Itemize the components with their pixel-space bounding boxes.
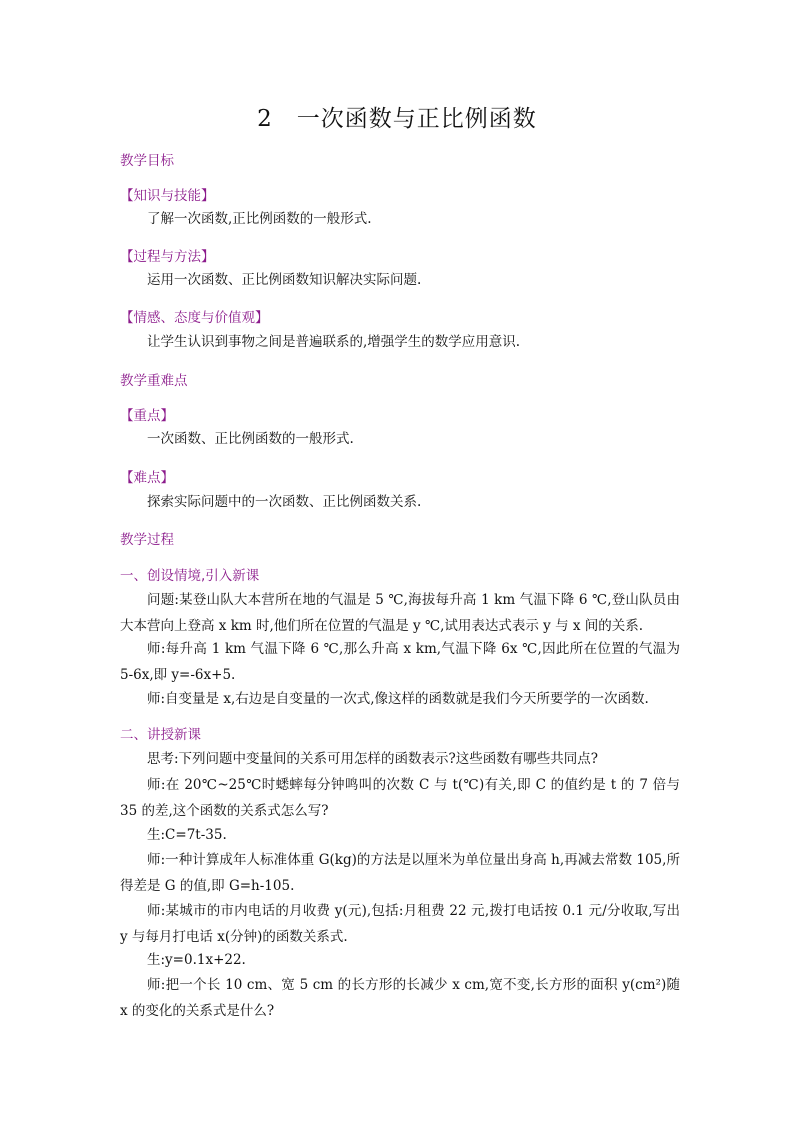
heading-key: 【重点】 [120,408,174,424]
paragraph-key: 一次函数、正比例函数的一般形式. [147,431,354,447]
heading-knowledge: 【知识与技能】 [120,188,215,204]
paragraph-part2-answer2: 生:y=0.1x+22. [147,952,246,968]
heading-part2: 二、讲授新课 [120,727,201,743]
page-title: 2 一次函数与正比例函数 [257,106,537,132]
paragraph-part1-question: 问题:某登山队大本营所在地的气温是 5 ℃,海拔每升高 1 km 气温下降 6 ℃,登山队员由大本营向上登高 x km 时,他们所在位置的气温是 y ℃,试用表达式表示 y 与 x 间的关系. [120,592,680,634]
paragraph-part2-think: 思考:下列问题中变量间的关系可用怎样的函数表示?这些函数有哪些共同点? [147,751,599,767]
heading-attitude: 【情感、态度与价值观】 [120,310,269,326]
paragraph-part2-weight: 师:一种计算成年人标准体重 G(kg)的方法是以厘米为单位量出身高 h,再减去常数 105,所得差是 G 的值,即 G=h-105. [120,852,680,894]
heading-teaching-process: 教学过程 [120,532,174,548]
paragraph-part2-phone: 师:某城市的市内电话的月收费 y(元),包括:月租费 22 元,拨打电话按 0.1 元/分收取,写出 y 与每月打电话 x(分钟)的函数关系式. [120,903,680,945]
paragraph-difficult: 探索实际问题中的一次函数、正比例函数关系. [147,494,422,510]
heading-difficult: 【难点】 [120,470,174,486]
paragraph-attitude: 让学生认识到事物之间是普遍联系的,增强学生的数学应用意识. [147,334,521,350]
paragraph-part2-answer1: 生:C=7t-35. [147,827,227,843]
paragraph-part1-teacher1: 师:每升高 1 km 气温下降 6 ℃,那么升高 x km,气温下降 6x ℃,因此所在位置的气温为 5-6x,即 y=-6x+5. [120,641,680,683]
heading-part1: 一、创设情境,引入新课 [120,568,260,584]
paragraph-part1-teacher2: 师:自变量是 x,右边是自变量的一次式,像这样的函数就是我们今天所要学的一次函数. [147,691,649,707]
heading-process-method: 【过程与方法】 [120,249,215,265]
paragraph-process-method: 运用一次函数、正比例函数知识解决实际问题. [147,272,422,288]
paragraph-part2-cricket: 师:在 20℃~25℃时蟋蟀每分钟鸣叫的次数 C 与 t(℃)有关,即 C 的值约是 t 的 7 倍与 35 的差,这个函数的关系式怎么写? [120,777,680,819]
paragraph-knowledge: 了解一次函数,正比例函数的一般形式. [147,211,372,227]
heading-keypoints: 教学重难点 [120,373,188,389]
paragraph-part2-rectangle: 师:把一个长 10 cm、宽 5 cm 的长方形的长减少 x cm,宽不变,长方形的面积 y(cm²)随 x 的变化的关系式是什么? [120,977,680,1019]
heading-goals: 教学目标 [120,153,174,169]
